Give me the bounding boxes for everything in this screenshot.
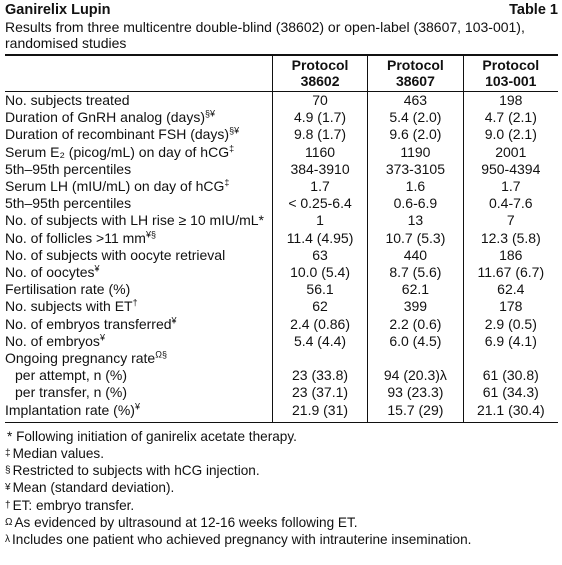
footnote-text: ET: embryo transfer. (12, 497, 135, 513)
row-label (5, 109, 272, 126)
footnote (5, 531, 558, 548)
footnote-mark: ¥ (5, 482, 11, 494)
row-label (5, 144, 272, 161)
page-title: Ganirelix Lupin (5, 2, 111, 18)
cell-value: 94 (20.3)λ (368, 367, 463, 384)
cell-value: 11.67 (6.7) (463, 264, 558, 281)
row-label-text: Fertilisation rate (%) (5, 281, 131, 298)
cell-value: 399 (368, 298, 463, 315)
cell-value: 463 (368, 92, 463, 110)
cell-value: 9.0 (2.1) (463, 126, 558, 143)
cell-value: 70 (272, 92, 367, 110)
cell-value: 186 (463, 247, 558, 264)
cell-value: 93 (23.3) (368, 384, 463, 401)
row-label-footnote-mark: ‡ (229, 142, 235, 153)
column-header-38607 (368, 56, 463, 92)
cell-value: 61 (30.8) (463, 367, 558, 384)
cell-value: 9.6 (2.0) (368, 126, 463, 143)
cell-value: 5.4 (4.4) (272, 333, 367, 350)
cell-value: 6.9 (4.1) (463, 333, 558, 350)
title-row (5, 2, 558, 19)
row-label (5, 92, 272, 110)
table-row (5, 316, 558, 333)
footnotes (5, 428, 558, 548)
row-label-text: Implantation rate (%) (5, 401, 135, 418)
cell-value: 1.7 (272, 178, 367, 195)
row-label-text: Serum E₂ (picog/mL) on day of hCG (5, 143, 230, 160)
table-row (5, 92, 558, 110)
row-label (5, 195, 272, 212)
table-row (5, 281, 558, 298)
table-body (5, 92, 558, 423)
table-row (5, 212, 558, 229)
footnote-text: Median values. (12, 446, 104, 462)
cell-value: 1190 (368, 144, 463, 161)
row-label-text: Duration of GnRH analog (days) (5, 109, 205, 126)
cell-value: 21.9 (31) (272, 402, 367, 423)
document-page (5, 2, 558, 548)
cell-value: 12.3 (5.8) (463, 230, 558, 247)
row-label-text: No. of follicles >11 mm (5, 229, 146, 246)
row-label (5, 333, 272, 350)
cell-value: 1.7 (463, 178, 558, 195)
row-label (5, 298, 272, 315)
cell-value: 10.7 (5.3) (368, 230, 463, 247)
table-label: Table 1 (509, 2, 558, 18)
cell-value: < 0.25-6.4 (272, 195, 367, 212)
cell-value: 62.1 (368, 281, 463, 298)
table-row (5, 264, 558, 281)
table-row (5, 161, 558, 178)
row-label (5, 316, 272, 333)
column-header-line1: Protocol (482, 57, 540, 73)
cell-value: 198 (463, 92, 558, 110)
cell-value: 2.2 (0.6) (368, 316, 463, 333)
table-row (5, 298, 558, 315)
row-label (5, 264, 272, 281)
row-label (5, 161, 272, 178)
table-row (5, 126, 558, 143)
row-label-footnote-mark: §¥ (229, 125, 240, 136)
footnote-text: Restricted to subjects with hCG injection. (12, 463, 260, 479)
cell-value: 2001 (463, 144, 558, 161)
row-label (5, 281, 272, 298)
table-row (5, 178, 558, 195)
cell-value: 178 (463, 298, 558, 315)
cell-value: 2.4 (0.86) (272, 316, 367, 333)
row-label (5, 126, 272, 143)
cell-value: 62.4 (463, 281, 558, 298)
cell-value: 56.1 (272, 281, 367, 298)
column-header-line1: Protocol (291, 57, 349, 73)
cell-value: 23 (37.1) (272, 384, 367, 401)
row-label-footnote-mark: ¥ (94, 263, 100, 274)
cell-value: 2.9 (0.5) (463, 316, 558, 333)
footnote (5, 497, 558, 514)
row-label-footnote-mark: ‡ (224, 177, 230, 188)
row-label-text: per attempt, n (%) (15, 367, 128, 384)
cell-value: 23 (33.8) (272, 367, 367, 384)
cell-value: 4.9 (1.7) (272, 109, 367, 126)
table-row (5, 384, 558, 401)
cell-value: 8.7 (5.6) (368, 264, 463, 281)
footnote (5, 445, 558, 462)
row-label (5, 230, 272, 247)
footnote-text: Includes one patient who achieved pregnancy with intrauterine insemination. (12, 532, 472, 548)
footnote (5, 462, 558, 479)
cell-value: 1.6 (368, 178, 463, 195)
row-label (5, 367, 272, 384)
cell-value: 61 (34.3) (463, 384, 558, 401)
cell-value: 21.1 (30.4) (463, 402, 558, 423)
row-label-text: No. subjects treated (5, 92, 130, 108)
table-subtitle: Results from three multicentre double-blind (38602) or open-label (38607, 103-001), randomised studies (5, 19, 525, 51)
footnote-text: Mean (standard deviation). (12, 480, 175, 496)
row-label-text: No. of subjects with LH rise ≥ 10 mIU/mL* (5, 212, 264, 229)
row-label (5, 384, 272, 401)
cell-value: 7 (463, 212, 558, 229)
footnote-mark: λ (5, 534, 10, 546)
table-row (5, 230, 558, 247)
cell-value: 0.6-6.9 (368, 195, 463, 212)
cell-value: 950-4394 (463, 161, 558, 178)
table-row (5, 402, 558, 423)
row-label-footnote-mark: ¥ (171, 314, 177, 325)
row-label-text: No. of embryos transferred (5, 315, 172, 332)
cell-value: 384-3910 (272, 161, 367, 178)
cell-value: 0.4-7.6 (463, 195, 558, 212)
footnote-text: As evidenced by ultrasound at 12-16 weeks following ET. (14, 514, 358, 530)
row-label-footnote-mark: † (132, 297, 138, 308)
cell-value: 62 (272, 298, 367, 315)
table-row (5, 247, 558, 264)
footnote-mark: § (5, 465, 11, 477)
footnote-text: * Following initiation of ganirelix acetate therapy. (7, 428, 297, 444)
cell-value: 15.7 (29) (368, 402, 463, 423)
footnote-mark: ‡ (5, 448, 11, 460)
row-label (5, 212, 272, 229)
row-label-text: per transfer, n (%) (15, 384, 128, 401)
footnote (5, 514, 558, 531)
column-header-line2: 103-001 (485, 73, 537, 89)
cell-value: 440 (368, 247, 463, 264)
row-label-text: No. of subjects with oocyte retrieval (5, 246, 226, 263)
footnote-mark: † (5, 499, 11, 511)
table-row (5, 144, 558, 161)
row-label-footnote-mark: Ω§ (155, 349, 167, 360)
cell-value: 4.7 (2.1) (463, 109, 558, 126)
table-row (5, 333, 558, 350)
column-header-line2: 38602 (300, 73, 340, 89)
row-label-footnote-mark: ¥ (134, 401, 140, 411)
footnote (5, 479, 558, 496)
column-header-38602 (272, 56, 367, 92)
row-label-footnote-mark: ¥ (99, 332, 105, 343)
cell-value: 13 (368, 212, 463, 229)
cell-value: 373-3105 (368, 161, 463, 178)
cell-value (368, 350, 463, 367)
row-label-text: No. of oocytes (5, 264, 95, 281)
row-label-text: No. of embryos (5, 332, 100, 349)
table-row (5, 195, 558, 212)
column-header-line2: 38607 (395, 73, 435, 89)
table-row (5, 109, 558, 126)
row-label-footnote-mark: §¥ (205, 108, 216, 119)
cell-value: 1160 (272, 144, 367, 161)
row-label (5, 247, 272, 264)
column-header-line1: Protocol (387, 57, 444, 73)
cell-value (272, 350, 367, 367)
table-header-row (5, 56, 558, 92)
footnote (5, 428, 558, 445)
row-label (5, 350, 272, 367)
row-label-text: Ongoing pregnancy rate (5, 350, 156, 367)
results-table (5, 56, 558, 423)
cell-value: 5.4 (2.0) (368, 109, 463, 126)
cell-value: 63 (272, 247, 367, 264)
row-label (5, 402, 272, 423)
cell-value: 9.8 (1.7) (272, 126, 367, 143)
cell-value: 10.0 (5.4) (272, 264, 367, 281)
row-label-text: No. subjects with ET (5, 298, 133, 315)
results-table-wrap (5, 54, 558, 423)
cell-value: 11.4 (4.95) (272, 230, 367, 247)
column-header-103-001 (463, 56, 558, 92)
row-label-text: 5th–95th percentiles (5, 160, 132, 177)
table-row (5, 367, 558, 384)
header-blank-cell (5, 56, 272, 92)
cell-value: 6.0 (4.5) (368, 333, 463, 350)
cell-value: 1 (272, 212, 367, 229)
row-label-text: Serum LH (mIU/mL) on day of hCG (5, 178, 225, 195)
row-label-footnote-mark: ¥§ (145, 228, 156, 239)
row-label-text: Duration of recombinant FSH (days) (5, 126, 230, 143)
footnote-mark: Ω (5, 516, 13, 528)
table-row (5, 350, 558, 367)
row-label (5, 178, 272, 195)
cell-value (463, 350, 558, 367)
row-label-text: 5th–95th percentiles (5, 195, 132, 212)
